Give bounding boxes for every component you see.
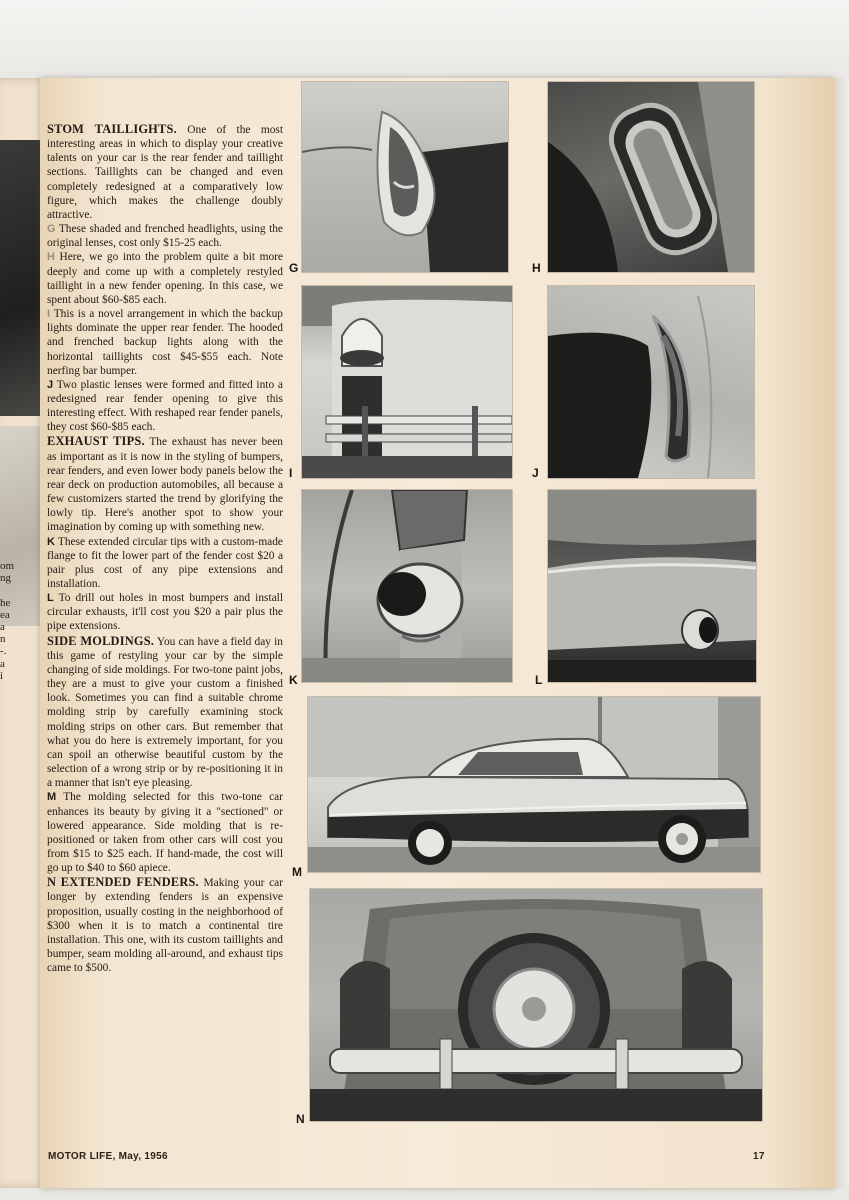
section-heading: STOM TAILLIGHTS.: [47, 122, 177, 136]
photo-g-taillight: [302, 82, 508, 272]
photo-g-image: [302, 82, 508, 272]
photo-i-image: [302, 286, 512, 478]
caption-text: These shaded and frenched headlights, using the original lenses, cost only $15-25 each.: [47, 223, 283, 250]
caption-letter: M: [47, 791, 57, 804]
photo-k-image: [302, 490, 512, 682]
caption-text: To drill out holes in most bumpers and install circular exhausts, it'll cost you $20 a pair plus the pipe extensions.: [47, 592, 283, 633]
extended-fenders-section: [47, 875, 283, 975]
side-moldings-section: [47, 634, 283, 791]
fragment-line: ng: [0, 572, 11, 585]
photo-j-plastic-lenses: [548, 286, 754, 478]
photo-label: L: [535, 673, 543, 687]
photo-m-image: [308, 697, 760, 872]
photo-m-two-tone-car: [308, 697, 760, 872]
photo-label: N: [296, 1112, 305, 1126]
photo-l-circular-exhaust: [548, 490, 756, 682]
section-body: The exhaust has never been as important as it is now in the styling of bumpers, rear fenders, and even lower body panels below the rear deck on production automobiles, all because a few customizers started the trend by glorifying the lowly tip. Here's another spot to show your imagination by coming up with something new.: [47, 436, 283, 534]
fragment-line: om: [0, 560, 15, 572]
caption-i: [47, 307, 283, 378]
caption-letter: K: [47, 535, 55, 548]
page-number: 17: [753, 1151, 765, 1162]
caption-l: [47, 591, 283, 633]
section-heading: SIDE MOLDINGS.: [47, 633, 155, 648]
photo-k-exhaust-tip: [302, 490, 512, 682]
photo-h-image: [548, 82, 754, 272]
photo-label: G: [289, 261, 299, 275]
caption-j: [47, 378, 283, 435]
photo-i-backup-lights: [302, 286, 512, 478]
exhaust-tips-section: [47, 434, 283, 534]
photo-l-image: [548, 490, 756, 682]
caption-text: The molding selected for this two-tone car enhances its beauty by giving it a "sectioned" or lowered appearance. Side molding that is re-positioned or taken from other cars will cost you from $15 to $25 each. If hand-made, the cost will go up to $40 to $60 apiece.: [47, 791, 283, 875]
caption-letter: J: [47, 378, 54, 391]
fragment-line: a: [0, 620, 5, 633]
fragment-line: a: [0, 657, 5, 670]
caption-h: [47, 250, 283, 307]
caption-text: Two plastic lenses were formed and fitted into a redesigned rear fender opening to give this interesting effect. With reshaped rear fender panels, they cost $60-$85 each.: [47, 378, 283, 434]
photo-j-image: [548, 286, 754, 478]
caption-letter: H: [47, 251, 55, 264]
photo-n-image: [310, 889, 762, 1121]
section-heading: EXHAUST TIPS.: [47, 434, 145, 449]
section-body: Making your car longer by extending fenders is an expensive proposition, usually costing in the neighborhood of $300 when it is to match a continental tire installation. This one, with its custom taillights and bumper, seam molding all-around, and exhaust tips came to $500.: [47, 877, 283, 975]
section-body: You can have a field day in this game of restyling your car by the simple changing of side moldings. For two-tone paint jobs, they are a must to give your custom a finished look. Sometimes you can find a suitable chrome molding strip by carefully examining stock molding strips on other cars. But remember that what you do here is extremely important, for you can spoil an otherwise beautiful custom by the selection of a wrong strip or by re-positioning it in a manner that isn't eye pleasing.: [47, 635, 283, 790]
scanner-background-top: [0, 0, 849, 78]
caption-text: These extended circular tips with a custom-made flange to fit the lower part of the fender cost $20 a pair plus cost of any pipe extensions and installation.: [47, 535, 283, 590]
caption-m: [47, 790, 283, 875]
photo-n-continental-kit: [310, 889, 762, 1121]
caption-letter: L: [47, 592, 54, 605]
caption-g: [47, 222, 283, 250]
fragment-line: n: [0, 633, 6, 646]
caption-text: This is a novel arrangement in which the backup lights dominate the upper rear fender. The hooded and frenched backup lights along with the horizontal taillights cost $45-$55 each. Note nerfing bar bumper.: [47, 308, 283, 377]
caption-text: Here, we go into the problem quite a bit more deeply and come up with a completely restyled taillight in a new fender opening. In this case, we spent about $60-$85 each.: [47, 251, 283, 306]
custom-taillights-section: [47, 122, 283, 222]
photo-label: K: [289, 673, 298, 687]
fragment-line: i: [0, 669, 4, 682]
fragment-line: he: [0, 596, 11, 609]
photo-label: I: [289, 466, 293, 480]
caption-letter: G: [47, 223, 56, 236]
page-right-margin: [835, 78, 849, 1188]
article-column: [47, 122, 283, 975]
photo-h-taillight: [548, 82, 754, 272]
photo-label: J: [532, 466, 539, 480]
photo-label: H: [532, 261, 541, 275]
fragment-line: ea: [0, 608, 10, 621]
fragment-line: -.: [0, 645, 7, 658]
section-body: One of the most interesting areas in which to display your creative talents on your car is the rear fender and taillight sections. Taillights can be changed and even completely redesigned at a comparatively low figure, which makes the challenge doubly attractive.: [47, 124, 284, 221]
caption-k: [47, 535, 283, 592]
caption-letter: I: [47, 308, 51, 321]
caption-letter: N: [47, 875, 57, 890]
photo-label: M: [292, 865, 302, 879]
publication-footer: MOTOR LIFE, May, 1956: [48, 1151, 168, 1162]
section-heading: EXTENDED FENDERS.: [60, 875, 199, 890]
